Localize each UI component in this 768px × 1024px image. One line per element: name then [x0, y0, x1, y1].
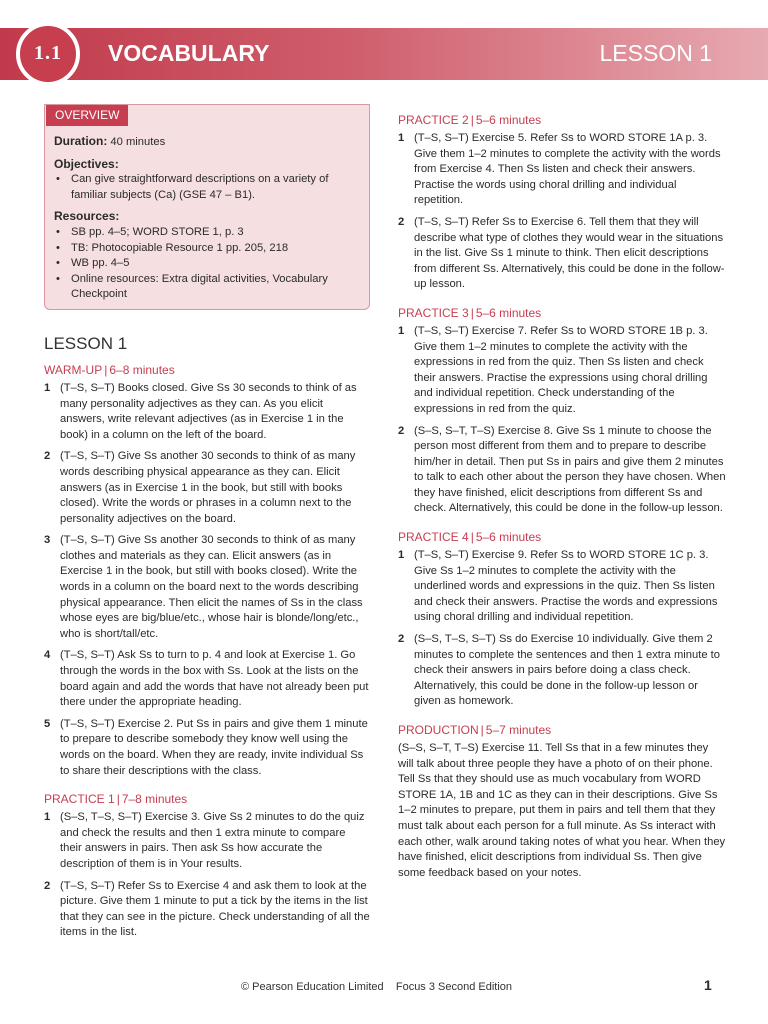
list-item: 1 (T–S, S–T) Exercise 5. Refer Ss to WORD STORE 1A p. 3. Give them 1–2 minutes to complete the activity with the words from Exercise 4. Then Ss listen and check their answers. Practise the words using choral drilling and individual repetition.: [398, 132, 721, 207]
section-production: [398, 722, 726, 881]
list-item: 1 (T–S, S–T) Books closed. Give Ss 30 seconds to think of as many personality adjectives as they can. As you elicit answers, write relevant adjectives (as in Exercise 1 in the book) in a column on the left of the board.: [44, 381, 357, 441]
section-heading: PRACTICE 4 | 5–6 minutes: [398, 530, 542, 545]
resources-list: [54, 225, 359, 303]
left-column: [44, 104, 370, 953]
copyright-text: © Pearson Education Limited Focus 3 Second Edition: [241, 981, 513, 993]
overview-box: [44, 104, 370, 310]
lesson-heading: LESSON 1: [44, 333, 128, 353]
section-practice-1: [44, 791, 370, 941]
resource-item: • Online resources: Extra digital activities, Vocabulary Checkpoint: [56, 272, 328, 301]
objective-item: • Can give straightforward descriptions on a variety of familiar subjects (Ca) (GSE 47 – B1).: [56, 173, 329, 201]
section-warm-up: [44, 362, 370, 779]
list-item: 2 (S–S, S–T, T–S) Exercise 8. Give Ss 1 minute to choose the person most different from them and to prepare to describe him/her in detail. Then put Ss in pairs and give them 2 minutes to talk to each other about the person they have chosen. When they have finished, elicit descriptions from different Ss and check. Alternatively, this could be done in the follow-up lesson.: [398, 424, 726, 515]
overview-tag: OVERVIEW: [46, 105, 128, 126]
list-item: 1 (T–S, S–T) Exercise 9. Refer Ss to WORD STORE 1C p. 3. Give Ss 1–2 minutes to complete the activity with the underlined words and expressions in the quiz. Then Ss listen and check their answers. Practise the words and expressions using choral drilling and individual repetition.: [398, 549, 718, 624]
objectives-label: Objectives:: [54, 156, 119, 171]
section-heading: PRACTICE 1 | 7–8 minutes: [44, 792, 188, 807]
resource-item: • TB: Photocopiable Resource 1 pp. 205, 218: [56, 241, 289, 254]
section-practice-3: [398, 305, 726, 517]
section-heading: PRACTICE 3 | 5–6 minutes: [398, 305, 542, 320]
right-column: [398, 112, 726, 893]
list-item: 5 (T–S, S–T) Exercise 2. Put Ss in pairs and give them 1 minute to prepare to describe somebody they know well using the words on the board. When they are ready, invite individual Ss to share their descriptions with the class.: [44, 717, 368, 777]
resource-item: • SB pp. 4–5; WORD STORE 1, p. 3: [56, 225, 244, 238]
lesson-number-badge: [16, 22, 80, 86]
badge-label: 1.1: [34, 42, 62, 65]
list-item: 1 (S–S, T–S, S–T) Exercise 3. Give Ss 2 minutes to do the quiz and check the results and then 1 extra minute to compare their answers in pairs. Then ask Ss how accurate the description of them is in Your results.: [44, 811, 365, 870]
lesson-label: LESSON 1: [599, 40, 712, 66]
list-item: 1 (T–S, S–T) Exercise 7. Refer Ss to WORD STORE 1B p. 3. Give them 1–2 minutes to complete the activity with the expressions in red from the quiz. Then Ss listen and check their answers. Practise the expressions using choral drilling and individual repetition. Check understanding of the expressions in red from the quiz.: [398, 324, 708, 415]
list-item: 2 (T–S, S–T) Refer Ss to Exercise 6. Tell them that they will describe what type of clothes they would wear in the situations in the list. Give Ss 1 minute to think. Then elicit descriptions from different Ss. Alternatively, this could be done in the follow-up lesson.: [398, 215, 725, 291]
duration-value: 40 minutes: [107, 136, 166, 148]
page-number: 1: [704, 977, 712, 993]
section-practice-2: [398, 112, 726, 293]
list-item: 2 (S–S, T–S, S–T) Ss do Exercise 10 individually. Give them 2 minutes to complete the sentences and then 1 extra minute to check their answers in pairs before doing a class check. Alternatively, this could be done in the follow-up lesson or given as homework.: [398, 633, 720, 708]
resource-item: • WB pp. 4–5: [56, 257, 130, 270]
list-item: 4 (T–S, S–T) Ask Ss to turn to p. 4 and look at Exercise 1. Go through the words in the box with Ss. Look at the lists on the board again and add the words that have not already been put there under the appropriate heading.: [44, 649, 369, 709]
list-item: 3 (T–S, S–T) Give Ss another 30 seconds to think of as many clothes and materials as they can. Elicit answers (as in Exercise 1 in the book, but still with books closed). Write the words in a column on the board next to the words describing physical appearance. Then elicit the names of Ss in the class whose eyes are big/blue/etc., whose hair is blonde/long/etc., who is short/tall/etc.: [44, 534, 363, 640]
page-footer: [0, 978, 768, 996]
list-item: 2 (T–S, S–T) Give Ss another 30 seconds to think of as many words describing physical appearance as they can. Elicit answers (as in Exercise 1 in the book, but still with books closed). Write the words or phrases in a column next to the personality adjectives on the board.: [44, 450, 356, 525]
duration-line: [54, 134, 359, 151]
section-title: VOCABULARY: [108, 40, 270, 66]
section-practice-4: [398, 529, 726, 710]
list-item: 2 (T–S, S–T) Refer Ss to Exercise 4 and ask them to look at the picture. Give them 1 minute to put a tick by the items in the list that they can see in the picture. Check understanding of all the items in the list.: [44, 879, 370, 939]
section-heading: WARM-UP | 6–8 minutes: [44, 362, 175, 377]
resources-label: Resources:: [54, 209, 120, 224]
duration-label: Duration:: [54, 134, 108, 148]
objectives-list: [54, 172, 359, 203]
production-paragraph: (S–S, S–T, T–S) Exercise 11. Tell Ss that in a few minutes they will talk about three people they have a photo of on their phone. Tell Ss that they should use as much vocabulary from WORD STORE 1A, 1B and 1C as they can in their descriptions. Give Ss 1–2 minutes to prepare, put them in pairs and tell them that they must talk about each person for a full minute. As Ss interact with each other, walk around taking notes of what you hear. When they have finished, elicit descriptions from individual Ss. Then give some feedback based on your notes.: [398, 742, 726, 879]
section-heading: PRODUCTION | 5–7 minutes: [398, 723, 552, 737]
section-heading: PRACTICE 2 | 5–6 minutes: [398, 113, 542, 127]
